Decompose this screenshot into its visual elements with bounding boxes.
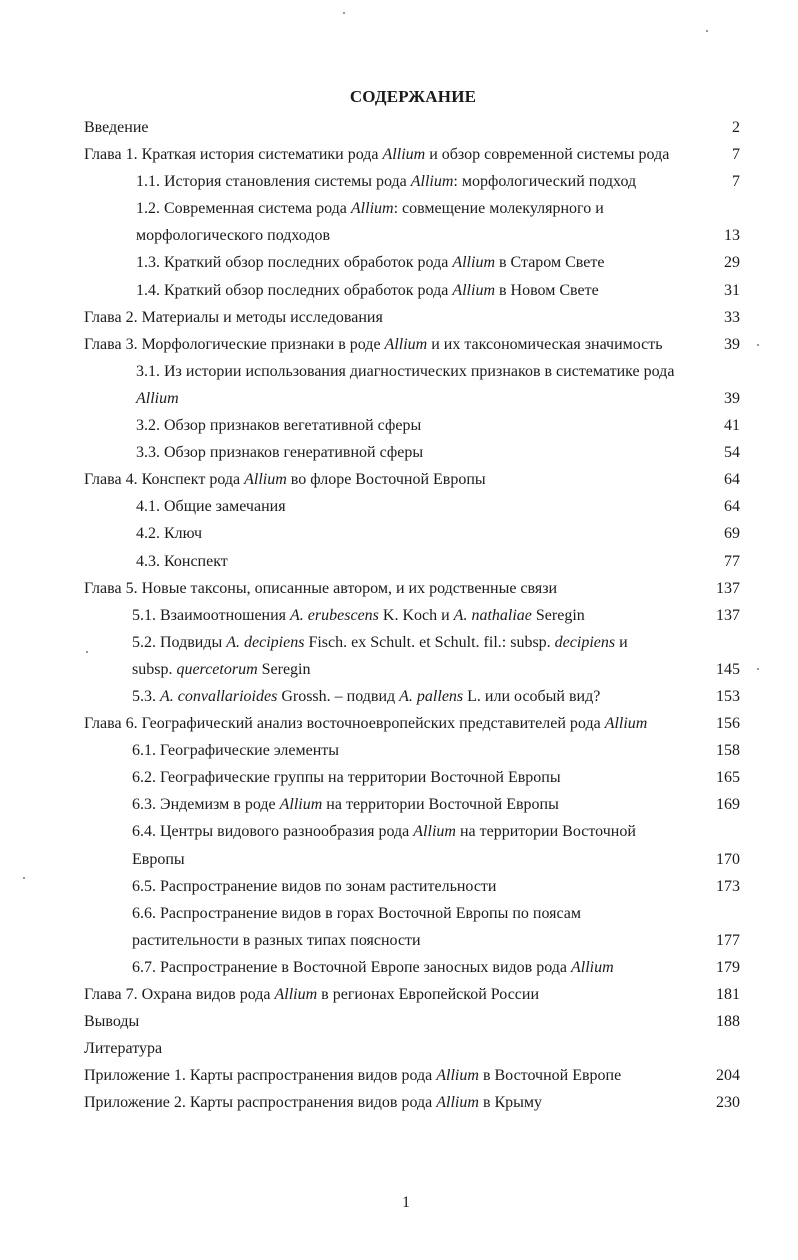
toc-entry-page: 179 bbox=[716, 958, 740, 976]
toc-entry bbox=[0, 683, 798, 710]
toc-entry bbox=[0, 629, 798, 656]
toc-entry bbox=[0, 331, 798, 358]
toc-entry-page: 39 bbox=[724, 335, 740, 353]
toc-entry-page: 39 bbox=[724, 389, 740, 407]
toc-entry bbox=[0, 900, 798, 927]
toc-entry-page: 165 bbox=[716, 769, 740, 787]
toc-entry bbox=[0, 358, 798, 385]
toc-entry-text: 5.3. A. convallarioides Grossh. – подвид A. pallens L. или особый вид? bbox=[132, 687, 601, 705]
toc-entry-text: 4.1. Общие замечания bbox=[136, 498, 286, 516]
toc-entry-text: Глава 6. Географический анализ восточноевропейских представителей рода Allium bbox=[84, 715, 648, 733]
toc-entry-page: 181 bbox=[716, 986, 740, 1003]
scan-speck bbox=[23, 877, 25, 879]
toc-entry-text: 4.3. Конспект bbox=[136, 552, 228, 570]
toc-entry-text: Приложение 2. Карты распространения видов рода Allium в Крыму bbox=[84, 1094, 543, 1112]
toc-entry-page: 169 bbox=[716, 796, 740, 814]
toc-entry-text: 3.1. Из истории использования диагностических признаков в систематике рода bbox=[136, 362, 675, 380]
toc-entry bbox=[0, 548, 798, 575]
toc-entry-page: 170 bbox=[716, 850, 740, 868]
toc-entry bbox=[0, 1035, 798, 1062]
toc-entry-page: 13 bbox=[724, 227, 740, 245]
toc-entry bbox=[0, 277, 798, 304]
toc-entry bbox=[0, 927, 798, 954]
toc-entry bbox=[0, 602, 798, 629]
toc-entry-text: 1.2. Современная система рода Allium: совмещение молекулярного и bbox=[136, 200, 604, 218]
toc-entry-page: 177 bbox=[716, 931, 740, 949]
toc-entry-page: 188 bbox=[716, 1013, 740, 1031]
toc-entry-text: 1.1. История становления системы рода Allium: морфологический подход bbox=[136, 173, 637, 191]
toc-entry-text: Allium bbox=[136, 389, 179, 407]
toc-entry-page: 29 bbox=[724, 254, 740, 272]
toc-entry-page: 145 bbox=[716, 660, 740, 678]
toc-entry bbox=[0, 304, 798, 331]
toc-entry bbox=[0, 1008, 798, 1035]
toc-entry-page: 137 bbox=[716, 606, 740, 624]
toc-entry bbox=[0, 195, 798, 222]
toc-entry-text: 5.2. Подвиды A. decipiens Fisch. ex Schult. et Schult. fil.: subsp. decipiens и bbox=[132, 633, 628, 651]
toc-entry bbox=[0, 818, 798, 845]
scan-speck bbox=[343, 12, 345, 14]
page-title: СОДЕРЖАНИЕ bbox=[349, 87, 477, 106]
toc-entry-text: Выводы bbox=[84, 1013, 140, 1031]
toc-entry-page: 64 bbox=[724, 498, 740, 516]
toc-entry bbox=[0, 656, 798, 683]
toc-entry-page: 33 bbox=[724, 308, 740, 326]
toc-entry-text: Глава 5. Новые таксоны, описанные автором, и их родственные связи bbox=[84, 579, 558, 597]
toc-entry-text: Европы bbox=[132, 850, 185, 868]
toc-entry-page: 77 bbox=[724, 552, 740, 570]
toc-entry bbox=[0, 141, 798, 168]
toc-entry bbox=[0, 873, 798, 900]
toc-entry-text: 6.5. Распространение видов по зонам растительности bbox=[132, 877, 497, 895]
toc-entry-text: 1.4. Краткий обзор последних обработок рода Allium в Новом Свете bbox=[136, 281, 599, 299]
toc-entry-text: 3.2. Обзор признаков вегетативной сферы bbox=[136, 417, 422, 435]
toc-entry-text: 6.4. Центры видового разнообразия рода Allium на территории Восточной bbox=[132, 823, 636, 841]
toc-entry bbox=[0, 412, 798, 439]
toc-entry-text: Глава 7. Охрана видов рода Allium в регионах Европейской России bbox=[84, 986, 540, 1003]
toc-entry-text: 4.2. Ключ bbox=[136, 525, 203, 543]
toc-entry-page: 2 bbox=[732, 119, 740, 136]
toc-entry bbox=[0, 737, 798, 764]
toc-entry-text: Литература bbox=[84, 1040, 163, 1058]
toc-entry-page: 158 bbox=[716, 742, 740, 760]
toc-entry-text: Глава 1. Краткая история систематики рода Allium и обзор современной системы рода bbox=[84, 146, 670, 164]
toc-entry bbox=[0, 222, 798, 249]
toc-entry-text: Приложение 1. Карты распространения видов рода Allium в Восточной Европе bbox=[84, 1067, 622, 1085]
toc-entry bbox=[0, 846, 798, 873]
toc-entry-page: 54 bbox=[724, 444, 740, 462]
toc-entry-text: subsp. quercetorum Seregin bbox=[132, 660, 311, 678]
toc-entry-text: 6.1. Географические элементы bbox=[132, 742, 340, 760]
table-of-contents bbox=[0, 114, 798, 1116]
toc-entry-text: 3.3. Обзор признаков генеративной сферы bbox=[136, 444, 424, 462]
toc-entry-page: 69 bbox=[724, 525, 740, 543]
toc-entry-page: 137 bbox=[716, 579, 740, 597]
toc-entry bbox=[0, 981, 798, 1008]
toc-entry-page: 204 bbox=[716, 1067, 740, 1085]
toc-entry bbox=[0, 493, 798, 520]
toc-entry bbox=[0, 791, 798, 818]
toc-entry bbox=[0, 1089, 798, 1116]
toc-entry bbox=[0, 385, 798, 412]
toc-entry bbox=[0, 520, 798, 547]
page-number: 1 bbox=[402, 1194, 410, 1211]
toc-entry-text: растительности в разных типах поясности bbox=[132, 931, 421, 949]
toc-entry-text: Глава 4. Конспект рода Allium во флоре Восточной Европы bbox=[84, 471, 486, 489]
toc-entry-page: 7 bbox=[732, 173, 740, 191]
toc-entry-text: 6.7. Распространение в Восточной Европе заносных видов рода Allium bbox=[132, 958, 614, 976]
toc-entry-page: 41 bbox=[724, 417, 740, 435]
scan-speck bbox=[86, 651, 88, 653]
toc-entry-text: 6.3. Эндемизм в роде Allium на территории Восточной Европы bbox=[132, 796, 559, 814]
toc-entry-text: Глава 3. Морфологические признаки в роде Allium и их таксономическая значимость bbox=[84, 335, 663, 353]
toc-entry-page: 31 bbox=[724, 281, 740, 299]
toc-entry bbox=[0, 954, 798, 981]
toc-entry bbox=[0, 1062, 798, 1089]
scan-speck bbox=[757, 344, 759, 346]
toc-entry bbox=[0, 168, 798, 195]
toc-entry bbox=[0, 764, 798, 791]
toc-entry-page: 64 bbox=[724, 471, 740, 489]
toc-entry bbox=[0, 710, 798, 737]
toc-entry-page: 7 bbox=[732, 146, 740, 164]
toc-entry-page: 230 bbox=[716, 1094, 740, 1112]
toc-entry-text: 5.1. Взаимоотношения A. erubescens K. Koch и A. nathaliae Seregin bbox=[132, 606, 585, 624]
toc-entry bbox=[0, 249, 798, 276]
scan-speck bbox=[757, 668, 759, 670]
toc-entry bbox=[0, 575, 798, 602]
scan-speck bbox=[706, 30, 708, 32]
toc-entry bbox=[0, 466, 798, 493]
toc-entry-page: 173 bbox=[716, 877, 740, 895]
toc-entry-text: 6.2. Географические группы на территории Восточной Европы bbox=[132, 769, 561, 787]
toc-entry bbox=[0, 114, 798, 141]
toc-entry-page: 153 bbox=[716, 687, 740, 705]
toc-entry-text: 1.3. Краткий обзор последних обработок рода Allium в Старом Свете bbox=[136, 254, 605, 272]
toc-entry bbox=[0, 439, 798, 466]
toc-entry-text: 6.6. Распространение видов в горах Восточной Европы по поясам bbox=[132, 904, 582, 922]
toc-entry-text: Введение bbox=[84, 119, 149, 136]
toc-entry-text: Глава 2. Материалы и методы исследования bbox=[84, 308, 383, 326]
toc-entry-page: 156 bbox=[716, 715, 740, 733]
toc-entry-text: морфологического подходов bbox=[136, 227, 331, 245]
